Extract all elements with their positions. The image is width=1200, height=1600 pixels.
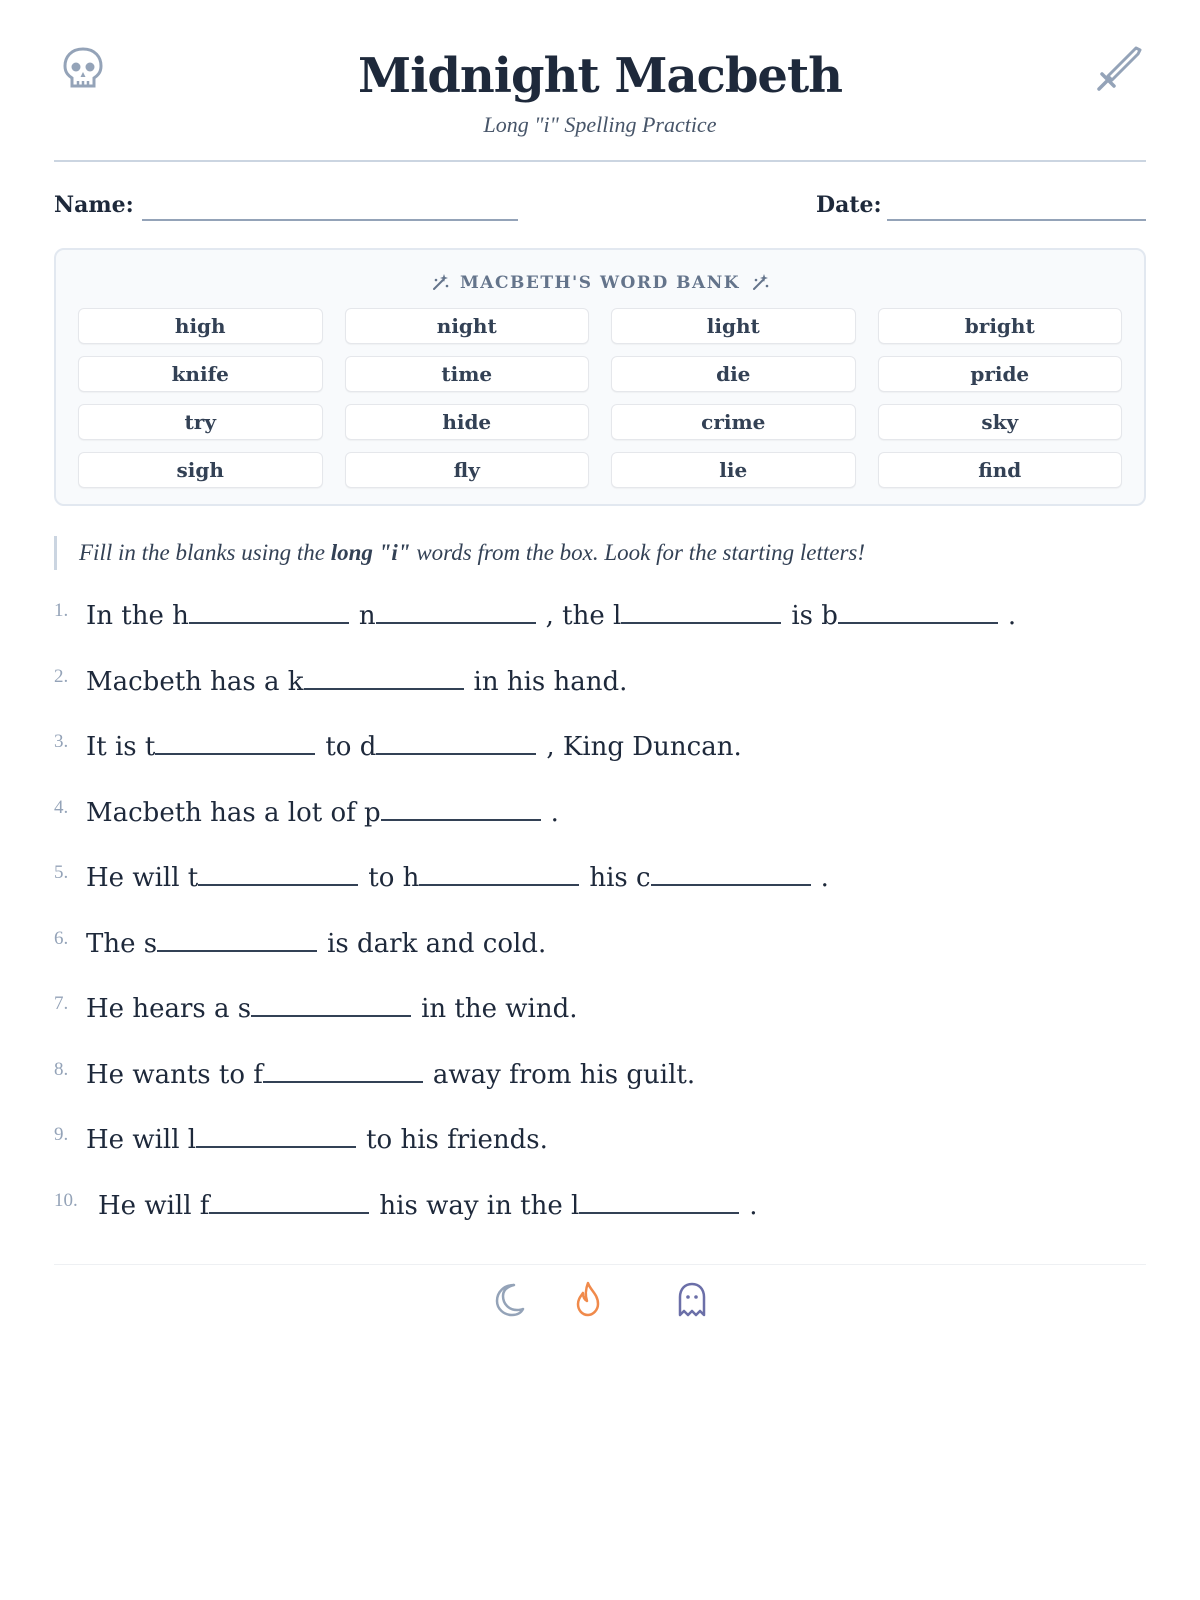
question-fragment: his c [589,863,651,893]
question-fragment: away from his guilt. [432,1059,696,1090]
word-bank-item: night [345,308,590,344]
answer-blank[interactable] [196,1124,356,1148]
word-bank-title [78,272,1122,300]
instructions [54,536,1146,570]
answer-blank[interactable] [251,993,411,1017]
word-bank-title-text: MACBETH'S WORD BANK [459,273,741,293]
question-text [86,1059,695,1090]
question-number: 6. [54,927,69,949]
question-fragment: He hears a s [86,994,252,1024]
answer-blank[interactable] [189,600,349,624]
question-number: 1. [54,600,69,621]
question-text [86,993,578,1024]
question-fragment: . [820,863,829,893]
word-bank [54,248,1146,506]
word-bank-item: bright [878,308,1123,344]
question-fragment: The s [86,928,158,959]
question-row [54,1176,1146,1242]
question-fragment: He wants to f [86,1059,263,1090]
word-bank-item: lie [611,452,856,488]
question-fragment: , the l [545,601,622,631]
date-label: Date: [816,192,882,218]
answer-blank[interactable] [209,1190,369,1214]
question-fragment: is b [791,601,838,631]
question-fragment: He will t [86,863,199,893]
question-fragment: . [550,797,559,828]
answer-blank[interactable] [155,731,315,755]
question-text [86,600,1016,631]
question-number: 5. [54,862,69,883]
answer-blank[interactable] [198,862,358,886]
word-bank-item: sigh [78,452,323,488]
question-number: 2. [54,665,69,687]
question-text [86,862,829,893]
question-fragment: . [749,1190,758,1221]
word-bank-item: high [78,308,323,344]
word-bank-grid [78,308,1122,488]
moon-icon [488,1279,528,1319]
word-bank-item: light [611,308,856,344]
word-bank-item: crime [611,404,856,440]
word-bank-item: die [611,356,856,392]
sparkle-icon [750,272,770,292]
sparkle-icon [430,272,450,292]
answer-blank[interactable] [263,1059,423,1083]
word-bank-item: fly [345,452,590,488]
question-row [54,783,1146,849]
question-fragment: to d [325,732,377,762]
question-row [54,979,1146,1045]
question-row [54,1110,1146,1176]
word-bank-item: try [78,404,323,440]
instructions-bold: long "i" [330,540,411,565]
question-fragment: . [1007,601,1017,631]
question-number: 7. [54,993,69,1014]
question-row [54,914,1146,980]
question-fragment: is dark and cold. [327,928,547,959]
answer-blank[interactable] [157,928,317,952]
question-row [54,586,1146,652]
answer-blank[interactable] [376,731,536,755]
answer-blank[interactable] [381,797,541,821]
word-bank-item: hide [345,404,590,440]
word-bank-item: pride [878,356,1123,392]
instructions-post: words from the box. Look for the starting letters! [410,540,866,565]
word-bank-item: knife [78,356,323,392]
answer-blank[interactable] [838,600,998,624]
question-text [86,928,546,959]
word-bank-item: time [345,356,590,392]
question-fragment: It is t [86,732,156,762]
question-row [54,717,1146,783]
answer-blank[interactable] [621,600,781,624]
question-text [86,666,627,697]
question-number: 4. [54,796,69,818]
question-text [86,1124,548,1155]
question-fragment: in his hand. [473,666,628,697]
question-fragment: , King Duncan. [546,732,742,762]
instructions-pre: Fill in the blanks using the [79,540,331,565]
answer-blank[interactable] [651,862,811,886]
question-number: 10. [54,1189,78,1211]
date-field[interactable] [887,219,1146,221]
ghost-icon [672,1279,712,1319]
flame-icon [568,1279,608,1319]
question-fragment: In the h [86,601,189,631]
question-text [98,1190,758,1221]
word-bank-item: sky [878,404,1123,440]
question-fragment: to h [368,863,420,893]
question-number: 8. [54,1058,69,1080]
answer-blank[interactable] [304,666,464,690]
answer-blank[interactable] [419,862,579,886]
sword-icon [1092,42,1144,94]
question-fragment: n [358,601,376,631]
question-fragment: He will l [86,1125,197,1155]
question-text [86,797,559,828]
question-fragment: He will f [98,1190,210,1221]
question-row [54,652,1146,718]
question-row [54,848,1146,914]
question-fragment: his way in the l [379,1190,580,1221]
page-title: Midnight Macbeth [357,48,843,104]
question-fragment: Macbeth has a k [86,666,304,697]
name-label: Name: [54,192,134,218]
name-date-row [54,162,1146,232]
question-row [54,1045,1146,1111]
footer [54,1264,1146,1345]
name-field[interactable] [142,219,518,221]
question-fragment: to his friends. [366,1125,548,1155]
question-list [54,586,1146,1241]
answer-blank[interactable] [376,600,536,624]
question-fragment: in the wind. [421,994,578,1024]
question-number: 3. [54,731,69,752]
answer-blank[interactable] [579,1190,739,1214]
header [54,0,1146,162]
question-text [86,731,742,762]
question-number: 9. [54,1124,69,1145]
page-subtitle: Long "i" Spelling Practice [483,112,717,137]
word-bank-item: find [878,452,1123,488]
question-fragment: Macbeth has a lot of p [86,797,381,828]
